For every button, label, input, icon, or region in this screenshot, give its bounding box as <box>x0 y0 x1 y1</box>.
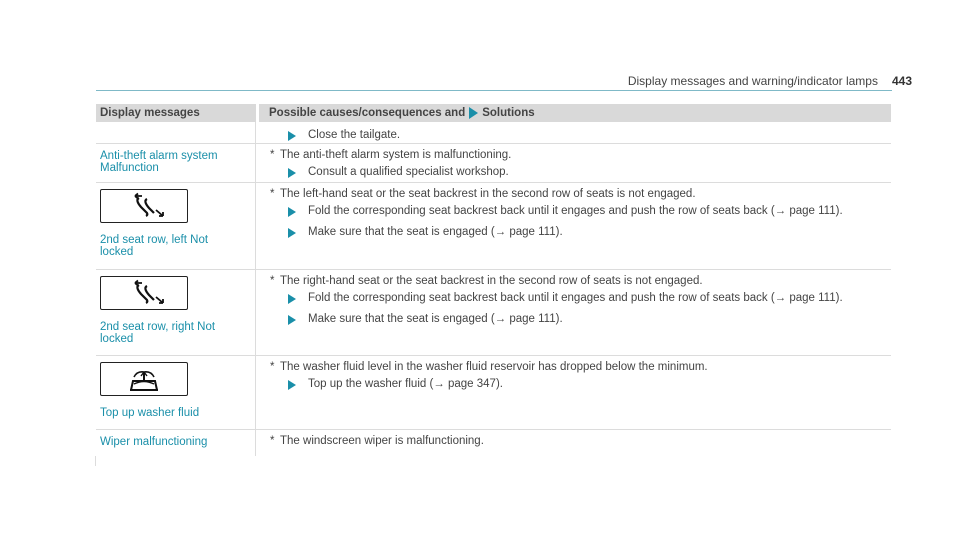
cause-text: The washer fluid level in the washer fluid reservoir has dropped below the minimum. <box>280 361 708 373</box>
solution-item <box>288 378 891 391</box>
causes-cell <box>256 430 891 456</box>
washer-fluid-icon <box>100 362 188 396</box>
solution-arrow-icon <box>288 228 296 238</box>
display-message: 2nd seat row, right Not locked <box>100 321 216 345</box>
cause-item: * The anti-theft alarm system is malfunctioning. <box>270 149 512 161</box>
seat-backrest-arrows-icon <box>100 189 188 223</box>
solution-arrow-icon <box>288 207 296 217</box>
causes-cell <box>256 144 891 182</box>
solution-arrow-icon <box>288 380 296 390</box>
solution-item <box>288 205 891 218</box>
solution-arrow-icon <box>288 168 296 178</box>
message-cell <box>96 270 256 355</box>
solution-arrow-icon <box>469 107 478 119</box>
table-row <box>96 356 891 430</box>
page-header <box>622 72 912 90</box>
column-header-causes-solutions <box>259 104 891 122</box>
header-rule <box>96 90 892 91</box>
message-cell <box>96 356 256 429</box>
solution-text: Make sure that the seat is engaged (→ page 111). <box>308 313 563 325</box>
solution-text: Consult a qualified specialist workshop. <box>308 166 509 178</box>
display-message: 2nd seat row, left Not locked <box>100 234 209 258</box>
solution-item <box>288 313 891 326</box>
display-message: Top up washer fluid <box>100 407 200 419</box>
solution-arrow-icon <box>288 315 296 325</box>
causes-cell <box>256 183 891 269</box>
solution-text: Close the tailgate. <box>308 129 401 141</box>
solution-text: Make sure that the seat is engaged (→ page 111). <box>308 226 563 238</box>
causes-cell <box>256 356 891 429</box>
solution-item <box>288 292 891 305</box>
column-header-solutions-label: Solutions <box>482 107 535 119</box>
table-row <box>96 270 891 356</box>
causes-cell <box>256 270 891 355</box>
cause-item: * The left-hand seat or the seat backrest in the second row of seats is not engaged. <box>270 188 696 200</box>
table-row <box>96 183 891 270</box>
table-header <box>96 104 891 122</box>
solution-text: Fold the corresponding seat backrest back until it engages and push the row of seats back (→ page 111). <box>308 205 843 217</box>
solution-item <box>288 129 891 142</box>
message-cell <box>96 183 256 269</box>
column-header-display-messages: Display messages <box>100 107 200 119</box>
cause-item: * The right-hand seat or the seat backrest in the second row of seats is not engaged. <box>270 275 703 287</box>
display-messages-table <box>96 104 891 456</box>
solution-item <box>288 166 891 179</box>
display-message: Wiper malfunctioning <box>100 436 208 448</box>
causes-cell <box>256 122 891 143</box>
cause-text: The windscreen wiper is malfunctioning. <box>280 435 484 447</box>
seat-backrest-arrows-icon <box>100 276 188 310</box>
table-row <box>96 122 891 144</box>
message-cell <box>96 430 256 456</box>
cause-text: The anti-theft alarm system is malfunctioning. <box>280 149 512 161</box>
cause-text: The left-hand seat or the seat backrest in the second row of seats is not engaged. <box>280 188 696 200</box>
display-message: Anti-theft alarm system Malfunction <box>100 150 218 174</box>
solution-text: Top up the washer fluid (→ page 347). <box>308 378 503 390</box>
message-cell <box>96 144 256 182</box>
cause-text: The right-hand seat or the seat backrest in the second row of seats is not engaged. <box>280 275 703 287</box>
page-number: 443 <box>891 74 912 88</box>
solution-item <box>288 226 891 239</box>
table-row <box>96 144 891 183</box>
cause-item: * The windscreen wiper is malfunctioning. <box>270 435 484 447</box>
solution-arrow-icon <box>288 294 296 304</box>
table-row <box>96 430 891 456</box>
message-cell <box>96 122 256 143</box>
solution-text: Fold the corresponding seat backrest back until it engages and push the row of seats back (→ page 111). <box>308 292 843 304</box>
solution-arrow-icon <box>288 131 296 141</box>
cause-item: * The washer fluid level in the washer fluid reservoir has dropped below the minimum. <box>270 361 708 373</box>
column-header-causes-label: Possible causes/consequences and <box>269 107 466 119</box>
header-title: Display messages and warning/indicator lamps <box>627 74 878 88</box>
